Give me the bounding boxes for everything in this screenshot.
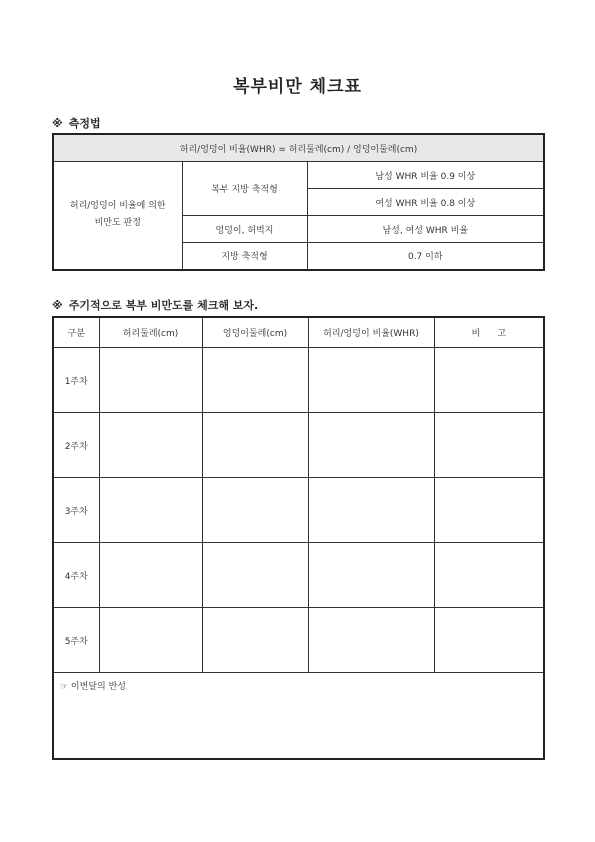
week-label: 4주차 [53, 543, 99, 608]
measurement-table [52, 133, 545, 271]
column-header: 비 고 [434, 317, 544, 348]
criteria-cell: 남성 WHR 비율 0.9 이상 [307, 162, 544, 189]
note-cell[interactable] [434, 413, 544, 478]
formula-cell: 허리/엉덩이 비율(WHR) = 허리둘레(cm) / 엉덩이둘레(cm) [53, 134, 544, 162]
criteria-cell: 0.7 이하 [307, 243, 544, 270]
reference-mark-icon: ※ [52, 299, 63, 312]
hip-cell[interactable] [202, 413, 308, 478]
waist-cell[interactable] [99, 413, 202, 478]
criteria-cell: 여성 WHR 비율 0.8 이상 [307, 189, 544, 216]
note-cell[interactable] [434, 348, 544, 413]
hip-cell[interactable] [202, 348, 308, 413]
weekly-check-table [52, 316, 545, 760]
type-cell: 엉덩이, 허벅지 [182, 216, 307, 243]
section-measurement-title: 측정법 [68, 117, 101, 130]
type-cell: 복부 지방 축적형 [182, 162, 307, 216]
section-check-heading [52, 297, 258, 313]
reflection-cell[interactable] [53, 673, 544, 760]
column-header: 허리/엉덩이 비율(WHR) [308, 317, 434, 348]
week-label: 5주차 [53, 608, 99, 673]
column-header: 허리둘레(cm) [99, 317, 202, 348]
week-label: 1주차 [53, 348, 99, 413]
reference-mark-icon: ※ [52, 117, 63, 130]
page-title: 복부비만 체크표 [233, 77, 362, 97]
section-measurement-heading [52, 115, 101, 131]
hip-cell[interactable] [202, 478, 308, 543]
whr-cell[interactable] [308, 413, 434, 478]
reflection-label: ☞ 이번달의 반성 [60, 682, 126, 692]
column-header: 구분 [53, 317, 99, 348]
waist-cell[interactable] [99, 543, 202, 608]
criteria-cell: 남성, 여성 WHR 비율 [307, 216, 544, 243]
type-cell: 지방 축적형 [182, 243, 307, 270]
hip-cell[interactable] [202, 543, 308, 608]
week-label: 2주차 [53, 413, 99, 478]
whr-cell[interactable] [308, 608, 434, 673]
whr-cell[interactable] [308, 348, 434, 413]
week-label: 3주차 [53, 478, 99, 543]
judge-label-cell: 허리/엉덩이 비율에 의한 비만도 판정 [53, 162, 182, 270]
whr-cell[interactable] [308, 478, 434, 543]
whr-cell[interactable] [308, 543, 434, 608]
column-header: 엉덩이둘레(cm) [202, 317, 308, 348]
waist-cell[interactable] [99, 608, 202, 673]
note-cell[interactable] [434, 608, 544, 673]
waist-cell[interactable] [99, 348, 202, 413]
waist-cell[interactable] [99, 478, 202, 543]
note-cell[interactable] [434, 543, 544, 608]
hip-cell[interactable] [202, 608, 308, 673]
section-check-title: 주기적으로 복부 비만도를 체크해 보자. [68, 299, 259, 312]
note-cell[interactable] [434, 478, 544, 543]
